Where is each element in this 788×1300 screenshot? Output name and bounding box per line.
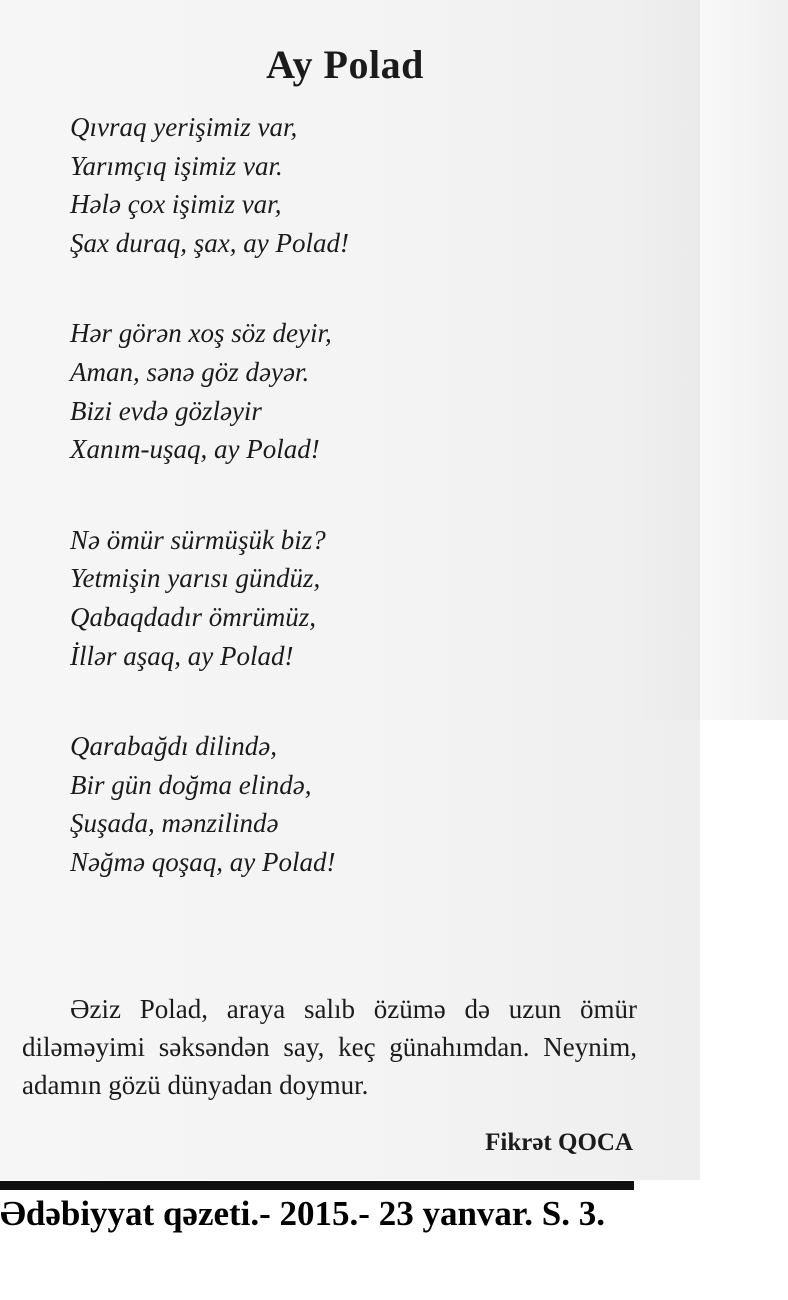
poem-line: Bizi evdə gözləyir [70,395,262,426]
poem-line: Şuşada, mənzilində [70,808,279,839]
stanza [70,314,630,468]
poem-line: İllər aşaq, ay Polad! [70,640,294,671]
divider-rule [0,1181,634,1190]
closing-paragraph: Əziz Polad, araya salıb özümə də uzun ömür diləməyimi səksəndən say, keç günahımdan. Neynim, adamın gözü dünyadan doymur. [22,994,637,1100]
stanza [70,521,630,675]
poem-line: Aman, sənə göz dəyər. [70,356,310,387]
poem-body [70,108,630,882]
poem-line: Nəğmə qoşaq, ay Polad! [70,846,336,877]
stanza [70,108,630,262]
poem-line: Bir gün doğma elində, [70,769,312,800]
stanza [70,727,630,881]
poem-line: Xanım-uşaq, ay Polad! [70,434,320,465]
poem-title: Ay Polad [266,41,424,87]
poem-line: Şax duraq, şax, ay Polad! [70,227,349,258]
poem-line: Qabaqdadır ömrümüz, [70,601,317,632]
poem-line: Hələ çox işimiz var, [70,189,282,220]
poem-line: Qıvraq yerişimiz var, [70,112,298,142]
poem-line: Hər görən xoş söz deyir, [70,318,332,349]
poem-line: Nə ömür sürmüşük biz? [70,524,326,555]
source-citation: Ədəbiyyat qəzeti.- 2015.- 23 yanvar. S. 3. [0,1194,605,1233]
poem-line: Yetmişin yarısı gündüz, [70,563,321,594]
poem-line: Yarımçıq işimiz var. [70,150,283,181]
poem-line: Qarabağdı dilində, [70,731,277,762]
author-signature: Fikrət QOCA [485,1129,633,1156]
adjacent-column-bleed [638,0,788,720]
